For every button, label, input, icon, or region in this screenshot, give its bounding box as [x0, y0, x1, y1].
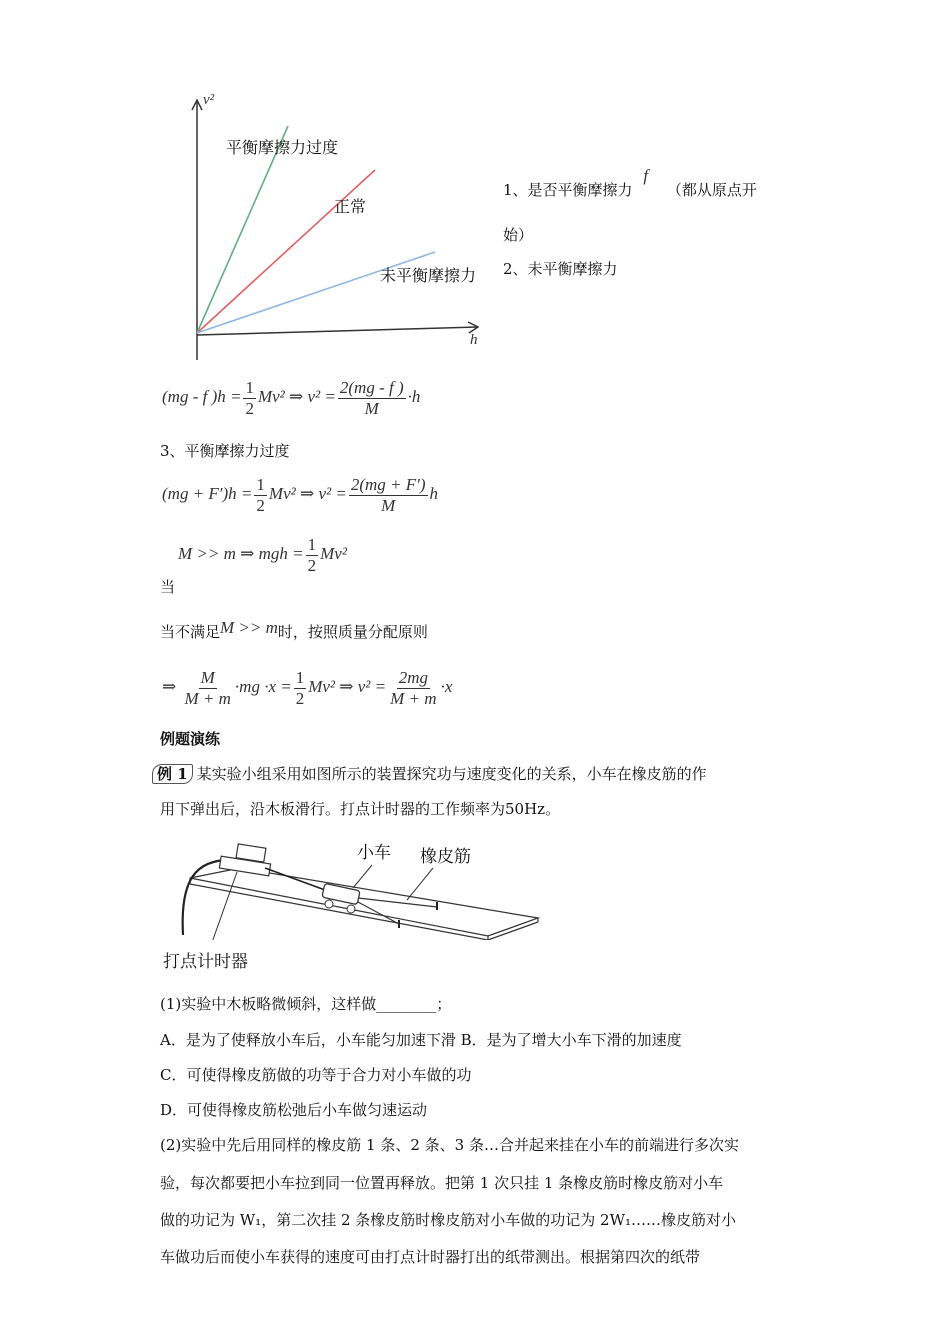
x-axis [197, 327, 478, 335]
note-item-1: 1、是否平衡摩擦力 f （都从原点开 [503, 166, 757, 199]
example-badge: 例 1 [152, 764, 193, 784]
equation-3: M >> m ⇒ mgh = $\frac{1}{2}$ Mv² [178, 535, 347, 575]
car-pointer [353, 865, 372, 888]
x-axis-label: h [470, 332, 478, 348]
q2-line-3: 做的功记为 W₁，第二次挂 2 条橡皮筋时橡皮筋对小车做的功记为 2W₁……橡皮筋对小 [160, 1211, 737, 1229]
q1-option-d: D．可使得橡皮筋松弛后小车做匀速运动 [160, 1101, 428, 1119]
v2-h-graph [180, 90, 490, 360]
q1-options-ab: A．是为了使释放小车后，小车能匀加速下滑 B．是为了增大小车下滑的加速度 [160, 1031, 682, 1049]
band-label: 橡皮筋 [420, 847, 471, 867]
line-normal [197, 170, 375, 333]
equation-2: (mg + F′)h = $\frac{1}{2}$ Mv² ⇒ v² = $\frac{2(mg + F')}{M}$ h [162, 475, 439, 515]
note-item-2: 2、未平衡摩擦力 [503, 260, 618, 278]
timer-label: 打点计时器 [163, 952, 248, 972]
q1-stem: (1)实验中木板略微倾斜，这样做________； [160, 995, 452, 1013]
car-label: 小车 [357, 843, 391, 863]
equation-1: (mg - f )h = $\frac{1}{2}$ Mv² ⇒ v² = $\frac{2(mg - f )}{M}$ ·h [162, 378, 421, 418]
example-line-2: 用下弹出后，沿木板滑行。打点计时器的工作频率为50Hz。 [160, 800, 561, 818]
label-over-friction: 平衡摩擦力过度 [226, 138, 339, 157]
equation-4: ⇒ $\frac{M}{M + m}$ ·mg ·x = $\frac{1}{2}$ Mv² ⇒ v² = $\frac{2mg}{M + m}$ ·x [162, 668, 453, 708]
label-normal: 正常 [334, 197, 367, 216]
example-line-1: 例 1 某实验小组采用如图所示的装置探究功与速度变化的关系，小车在橡皮筋的作 [152, 764, 707, 784]
item-3: 3、平衡摩擦力过度 [160, 442, 290, 460]
board [190, 868, 538, 936]
line-under-friction [197, 252, 435, 333]
q1-option-c: C．可使得橡皮筋做的功等于合力对小车做的功 [160, 1066, 472, 1084]
q2-line-2: 验，每次都要把小车拉到同一位置再释放。把第 1 次只挂 1 条橡皮筋时橡皮筋对小车 [160, 1174, 724, 1192]
section-title: 例题演练 [160, 730, 221, 748]
band-pointer [407, 868, 433, 900]
q2-line-4: 车做功后而使小车获得的速度可由打点计时器打出的纸带测出。根据第四次的纸带 [160, 1248, 701, 1266]
y-axis-label: v² [203, 92, 215, 108]
condition-line: 当不满足M >> m时，按照质量分配原则 [160, 618, 428, 641]
note-item-1-cont: 始） [503, 226, 534, 244]
q2-line-1: (2)实验中先后用同样的橡皮筋 1 条、2 条、3 条…合并起来挂在小车的前端进行多次实 [160, 1136, 739, 1154]
dang-text: 当 [160, 578, 176, 596]
label-under-friction: 未平衡摩擦力 [380, 266, 477, 285]
